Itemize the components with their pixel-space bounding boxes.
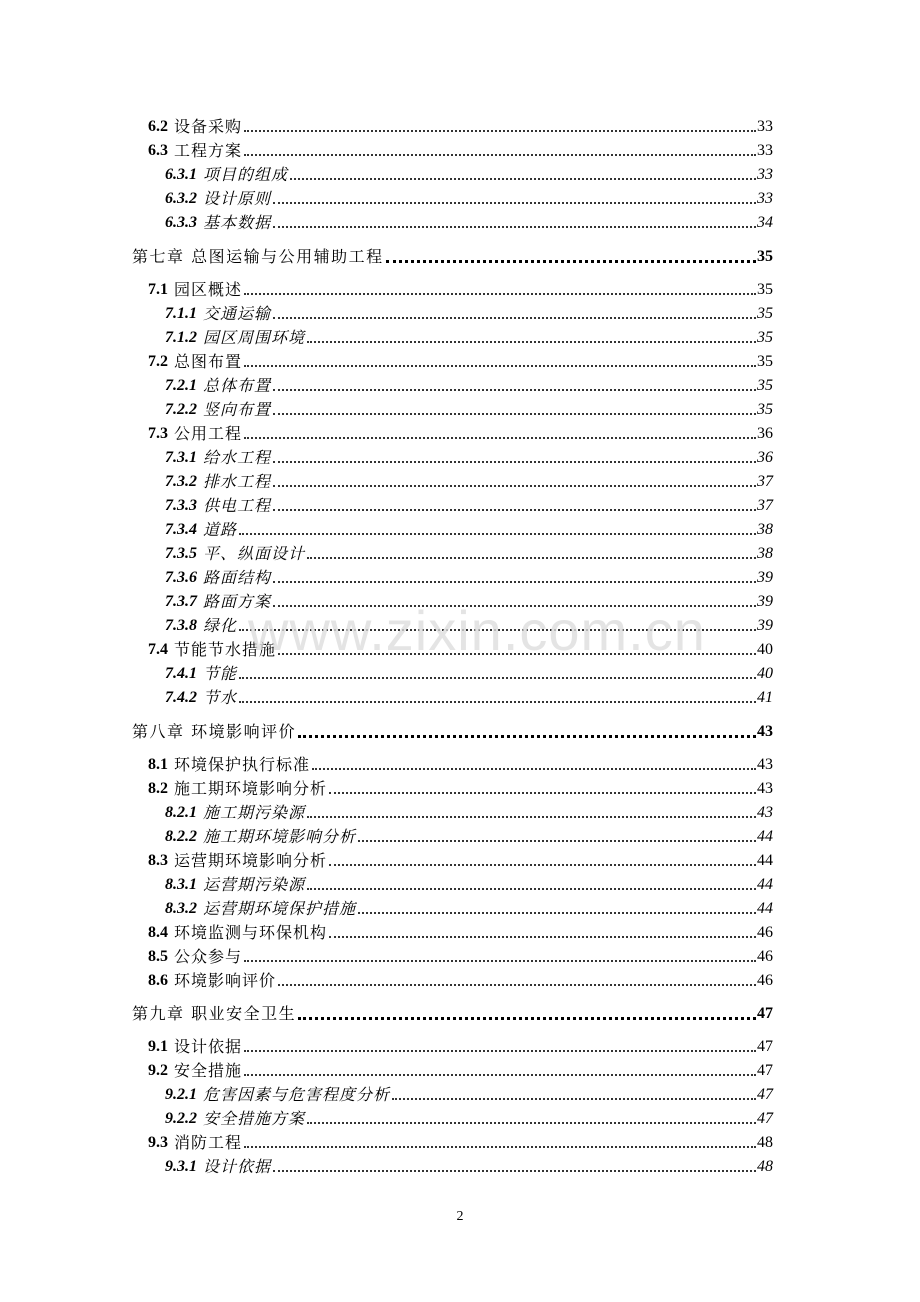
toc-dot-leader xyxy=(244,130,756,132)
toc-entry-number: 8.2 xyxy=(148,780,168,797)
toc-entry[interactable] xyxy=(165,372,773,396)
toc-entry[interactable] xyxy=(165,396,773,420)
toc-entry-number: 8.2.1 xyxy=(165,804,197,821)
toc-entry-title: 安全措施 xyxy=(174,1061,243,1080)
toc-entry[interactable] xyxy=(165,612,773,636)
toc-entry-title: 运营期环境影响分析 xyxy=(174,851,328,870)
toc-dot-leader xyxy=(298,1017,756,1020)
toc-entry-title: 施工期环境影响分析 xyxy=(203,827,357,846)
toc-entry-page: 39 xyxy=(757,593,773,610)
toc-entry[interactable] xyxy=(132,718,773,742)
toc-entry-page: 34 xyxy=(757,214,773,231)
toc-entry-page: 35 xyxy=(757,305,773,322)
toc-dot-leader xyxy=(273,317,756,319)
toc-entry[interactable] xyxy=(148,420,773,444)
toc-entry-number: 7.3.2 xyxy=(165,473,197,490)
toc-entry-title: 园区概述 xyxy=(174,280,243,299)
toc-entry[interactable] xyxy=(165,823,773,847)
toc-dot-leader xyxy=(329,792,756,794)
toc-entry-title: 消防工程 xyxy=(174,1133,243,1152)
toc-dot-leader xyxy=(307,557,756,559)
toc-entry[interactable] xyxy=(165,1081,773,1105)
toc-entry-title: 工程方案 xyxy=(174,141,243,160)
toc-entry-title: 运营期环境保护措施 xyxy=(203,899,357,918)
toc-entry[interactable] xyxy=(165,516,773,540)
toc-entry-title: 供电工程 xyxy=(203,496,272,515)
toc-entry-title: 危害因素与危害程度分析 xyxy=(203,1085,391,1104)
toc-entry-title: 环境影响评价 xyxy=(174,971,277,990)
toc-entry[interactable] xyxy=(165,185,773,209)
toc-entry-page: 47 xyxy=(757,1005,773,1022)
toc-dot-leader xyxy=(244,1146,756,1148)
toc-entry[interactable] xyxy=(148,967,773,991)
toc-entry-title: 环境监测与环保机构 xyxy=(174,923,328,942)
toc-entry-page: 35 xyxy=(757,329,773,346)
toc-entry[interactable] xyxy=(132,1000,773,1024)
toc-entry-page: 44 xyxy=(757,900,773,917)
toc-entry-page: 48 xyxy=(757,1134,773,1151)
toc-entry[interactable] xyxy=(165,564,773,588)
toc-dot-leader xyxy=(244,960,756,962)
toc-entry-number: 7.3.4 xyxy=(165,521,197,538)
toc-entry[interactable] xyxy=(148,113,773,137)
toc-entry-page: 35 xyxy=(757,281,773,298)
toc-entry-number: 9.2.2 xyxy=(165,1110,197,1127)
toc-entry-page: 40 xyxy=(757,641,773,658)
toc-entry-title: 绿化 xyxy=(203,616,238,635)
toc-entry-title: 交通运输 xyxy=(203,304,272,323)
toc-entry-page: 33 xyxy=(757,166,773,183)
toc-entry[interactable] xyxy=(165,1153,773,1177)
toc-dot-leader xyxy=(273,202,756,204)
toc-entry-page: 46 xyxy=(757,972,773,989)
toc-entry-page: 35 xyxy=(757,353,773,370)
toc-entry[interactable] xyxy=(165,468,773,492)
toc-dot-leader xyxy=(312,768,756,770)
toc-entry[interactable] xyxy=(165,161,773,185)
toc-entry[interactable] xyxy=(165,1105,773,1129)
toc-dot-leader xyxy=(244,293,756,295)
toc-entry-page: 43 xyxy=(757,723,773,740)
toc-dot-leader xyxy=(307,1122,756,1124)
toc-entry-page: 38 xyxy=(757,521,773,538)
toc-entry-number: 7.4 xyxy=(148,641,168,658)
toc-entry-title: 平、纵面设计 xyxy=(203,544,306,563)
toc-entry-page: 39 xyxy=(757,569,773,586)
toc-entry-title: 总图布置 xyxy=(174,352,243,371)
toc-entry[interactable] xyxy=(165,444,773,468)
toc-entry-page: 44 xyxy=(757,876,773,893)
toc-dot-leader xyxy=(273,605,756,607)
toc-entry-page: 35 xyxy=(757,248,773,265)
toc-entry-title: 设计依据 xyxy=(174,1037,243,1056)
toc-entry-title: 设备采购 xyxy=(174,117,243,136)
toc-dot-leader xyxy=(239,533,756,535)
toc-entry-page: 47 xyxy=(757,1086,773,1103)
toc-entry-number: 7.2.1 xyxy=(165,377,197,394)
toc-entry-number: 6.3 xyxy=(148,142,168,159)
toc-entry[interactable] xyxy=(148,751,773,775)
toc-dot-leader xyxy=(273,1170,756,1172)
toc-entry-page: 36 xyxy=(757,425,773,442)
toc-entry-number: 9.3 xyxy=(148,1134,168,1151)
toc-entry-title: 路面方案 xyxy=(203,592,272,611)
toc-entry[interactable] xyxy=(148,775,773,799)
toc-entry-number: 8.3 xyxy=(148,852,168,869)
toc-entry-page: 39 xyxy=(757,617,773,634)
toc-entry[interactable] xyxy=(148,943,773,967)
toc-entry-title: 园区周围环境 xyxy=(203,328,306,347)
toc-entry-title: 第九章 职业安全卫生 xyxy=(132,1004,297,1023)
toc-entry-title: 道路 xyxy=(203,520,238,539)
toc-entry-title: 节水 xyxy=(203,688,238,707)
toc-entry-number: 7.3.7 xyxy=(165,593,197,610)
toc-dot-leader xyxy=(278,653,756,655)
toc-entry[interactable] xyxy=(165,300,773,324)
toc-entry-number: 8.1 xyxy=(148,756,168,773)
toc-dot-leader xyxy=(273,509,756,511)
toc-entry-page: 33 xyxy=(757,118,773,135)
toc-entry-title: 项目的组成 xyxy=(203,165,289,184)
watermark: www.zixin.com.cn xyxy=(248,599,706,662)
toc-entry-title: 节能 xyxy=(203,664,238,683)
toc-dot-leader xyxy=(244,1050,756,1052)
toc-entry-number: 9.1 xyxy=(148,1038,168,1055)
toc-entry-page: 44 xyxy=(757,828,773,845)
toc-dot-leader xyxy=(290,178,756,180)
toc-entry-page: 38 xyxy=(757,545,773,562)
toc-entry-number: 7.4.2 xyxy=(165,689,197,706)
toc-entry[interactable] xyxy=(165,895,773,919)
toc-dot-leader xyxy=(278,984,756,986)
toc-entry-title: 设计依据 xyxy=(203,1157,272,1176)
toc-entry[interactable] xyxy=(165,684,773,708)
toc-entry-number: 7.3.1 xyxy=(165,449,197,466)
toc-entry[interactable] xyxy=(148,137,773,161)
toc-entry-title: 环境保护执行标准 xyxy=(174,755,311,774)
toc-entry-page: 47 xyxy=(757,1110,773,1127)
toc-dot-leader xyxy=(307,888,756,890)
toc-entry-page: 46 xyxy=(757,924,773,941)
toc-entry[interactable] xyxy=(165,209,773,233)
toc-entry-title: 第八章 环境影响评价 xyxy=(132,722,297,741)
toc-entry-page: 35 xyxy=(757,401,773,418)
toc-dot-leader xyxy=(386,260,756,263)
toc-dot-leader xyxy=(239,629,756,631)
toc-entry-number: 7.3.8 xyxy=(165,617,197,634)
toc-dot-leader xyxy=(358,912,756,914)
toc-entry-number: 7.1.2 xyxy=(165,329,197,346)
toc-entry-page: 40 xyxy=(757,665,773,682)
toc-dot-leader xyxy=(244,1074,756,1076)
toc-entry[interactable] xyxy=(148,1057,773,1081)
toc-entry-number: 8.5 xyxy=(148,948,168,965)
toc-entry-page: 35 xyxy=(757,377,773,394)
toc-dot-leader xyxy=(273,413,756,415)
toc-entry-title: 给水工程 xyxy=(203,448,272,467)
toc-entry-title: 运营期污染源 xyxy=(203,875,306,894)
toc-dot-leader xyxy=(239,677,756,679)
toc-entry-number: 9.3.1 xyxy=(165,1158,197,1175)
toc-entry[interactable] xyxy=(165,871,773,895)
toc-entry-title: 设计原则 xyxy=(203,189,272,208)
toc-entry-title: 节能节水措施 xyxy=(174,640,277,659)
toc-dot-leader xyxy=(244,365,756,367)
toc-entry-number: 9.2 xyxy=(148,1062,168,1079)
toc-dot-leader xyxy=(329,864,756,866)
toc-entry[interactable] xyxy=(165,799,773,823)
toc-entry-page: 47 xyxy=(757,1038,773,1055)
toc-entry-number: 7.2 xyxy=(148,353,168,370)
toc-entry-number: 6.3.2 xyxy=(165,190,197,207)
toc-entry-page: 36 xyxy=(757,449,773,466)
toc-entry-page: 43 xyxy=(757,780,773,797)
toc-entry-page: 33 xyxy=(757,142,773,159)
toc-entry-title: 路面结构 xyxy=(203,568,272,587)
toc-entry[interactable] xyxy=(148,1129,773,1153)
toc-entry-number: 7.3 xyxy=(148,425,168,442)
toc-entry-title: 竖向布置 xyxy=(203,400,272,419)
toc-dot-leader xyxy=(358,840,756,842)
toc-entry-page: 48 xyxy=(757,1158,773,1175)
toc-entry[interactable] xyxy=(165,588,773,612)
toc-entry[interactable] xyxy=(148,847,773,871)
toc-dot-leader xyxy=(392,1098,756,1100)
toc-entry-number: 8.2.2 xyxy=(165,828,197,845)
toc-entry-number: 8.3.1 xyxy=(165,876,197,893)
toc-entry-title: 施工期环境影响分析 xyxy=(174,779,328,798)
toc-entry-number: 8.6 xyxy=(148,972,168,989)
toc-dot-leader xyxy=(298,735,756,738)
toc-entry-title: 公众参与 xyxy=(174,947,243,966)
toc-entry-number: 7.4.1 xyxy=(165,665,197,682)
toc-entry[interactable] xyxy=(132,243,773,267)
toc-dot-leader xyxy=(273,485,756,487)
toc-entry-number: 8.3.2 xyxy=(165,900,197,917)
toc-entry-number: 6.3.3 xyxy=(165,214,197,231)
toc-dot-leader xyxy=(273,581,756,583)
toc-entry[interactable] xyxy=(148,636,773,660)
toc-entry-page: 46 xyxy=(757,948,773,965)
toc-entry-title: 排水工程 xyxy=(203,472,272,491)
toc-entry-page: 41 xyxy=(757,689,773,706)
page-number: 2 xyxy=(456,1209,464,1224)
toc-entry-title: 总体布置 xyxy=(203,376,272,395)
toc-entry[interactable] xyxy=(148,1033,773,1057)
toc-dot-leader xyxy=(244,437,756,439)
toc-entry-title: 基本数据 xyxy=(203,213,272,232)
toc-dot-leader xyxy=(244,154,756,156)
toc-entry-page: 37 xyxy=(757,473,773,490)
toc-entry-number: 7.1.1 xyxy=(165,305,197,322)
toc-entry[interactable] xyxy=(165,492,773,516)
toc-entry-title: 公用工程 xyxy=(174,424,243,443)
toc-entry-number: 7.3.6 xyxy=(165,569,197,586)
toc-entry-number: 6.2 xyxy=(148,118,168,135)
toc-entry-page: 37 xyxy=(757,497,773,514)
toc-dot-leader xyxy=(273,461,756,463)
toc-entry-page: 43 xyxy=(757,804,773,821)
toc-entry-number: 7.1 xyxy=(148,281,168,298)
toc-entry-page: 47 xyxy=(757,1062,773,1079)
toc-entry-number: 7.2.2 xyxy=(165,401,197,418)
toc-entry[interactable] xyxy=(148,348,773,372)
toc-entry-page: 44 xyxy=(757,852,773,869)
toc-entry[interactable] xyxy=(148,919,773,943)
toc-entry-number: 7.3.3 xyxy=(165,497,197,514)
toc-dot-leader xyxy=(273,389,756,391)
toc-entry-title: 安全措施方案 xyxy=(203,1109,306,1128)
toc-entry[interactable] xyxy=(148,276,773,300)
toc-dot-leader xyxy=(273,226,756,228)
toc-entry[interactable] xyxy=(165,324,773,348)
toc-entry-number: 9.2.1 xyxy=(165,1086,197,1103)
toc-entry-page: 33 xyxy=(757,190,773,207)
toc-entry-title: 施工期污染源 xyxy=(203,803,306,822)
toc-dot-leader xyxy=(239,701,756,703)
toc-entry-number: 6.3.1 xyxy=(165,166,197,183)
toc-entry-number: 7.3.5 xyxy=(165,545,197,562)
toc-dot-leader xyxy=(307,341,756,343)
toc-entry-page: 43 xyxy=(757,756,773,773)
toc-dot-leader xyxy=(307,816,756,818)
toc-entry[interactable] xyxy=(165,540,773,564)
toc-entry-title: 第七章 总图运输与公用辅助工程 xyxy=(132,247,384,266)
toc-entry-number: 8.4 xyxy=(148,924,168,941)
toc-dot-leader xyxy=(329,936,756,938)
toc-entry[interactable] xyxy=(165,660,773,684)
